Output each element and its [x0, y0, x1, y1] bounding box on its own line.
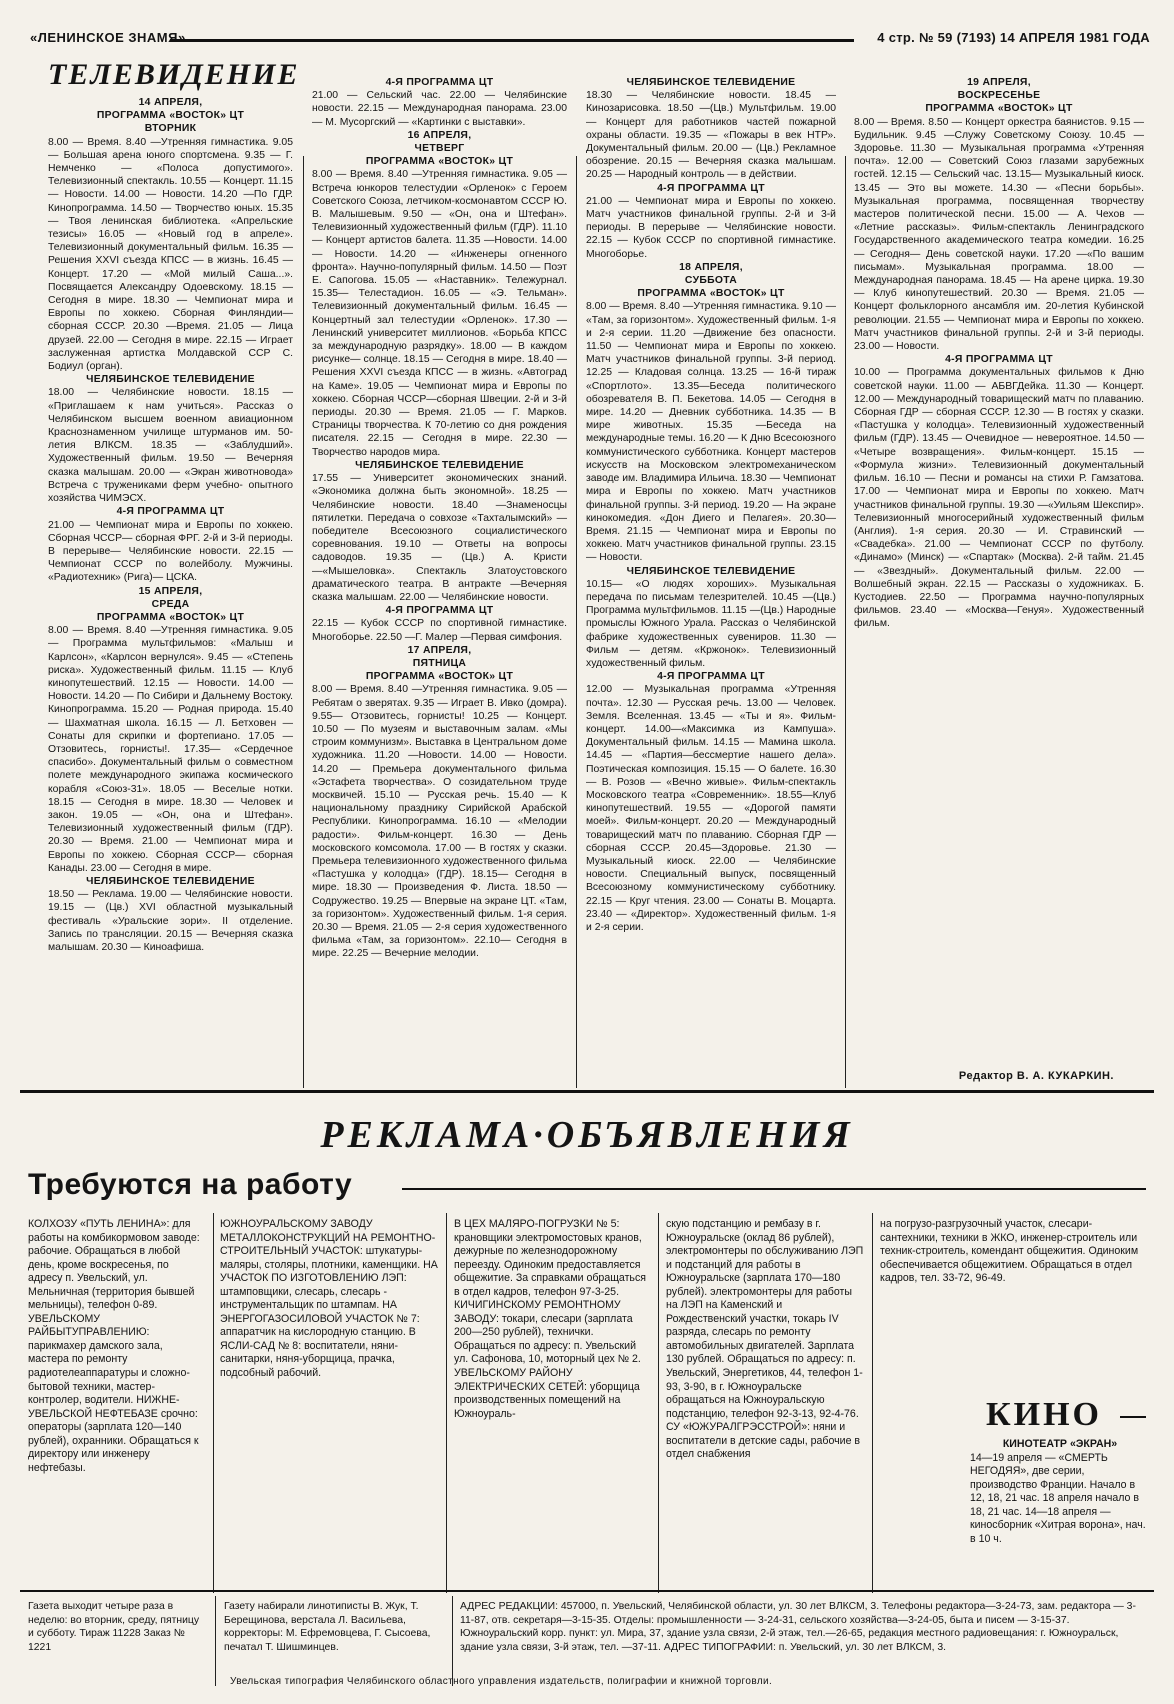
tv-column-2 — [312, 76, 567, 1068]
column-divider — [213, 1213, 214, 1593]
masthead — [20, 30, 1154, 52]
ad-column-2: ЮЖНОУРАЛЬСКОМУ ЗАВОДУ МЕТАЛЛОКОНСТРУКЦИЙ НА РЕМОНТНО-СТРОИТЕЛЬНЫЙ УЧАСТОК: штукатуры-маляры, столяры, плотники, каменщики. НА УЧАСТОК ПО ИЗГОТОВЛЕНИЮ ЛЭП: штамповщики, слесарь, слесарь - инструментальщик по штампам. НА ЭНЕРГОГАЗОСИЛОВОЙ УЧАСТОК № 7: аппаратчик на кислородную станцию. В ЯСЛИ-САД № 8: воспитатели, няни-санитарки, няня-уборщица, прачка, подсобный рабочий. — [220, 1218, 438, 1380]
footer-address: АДРЕС РЕДАКЦИИ: 457000, п. Увельский, Челябинской области, ул. 30 лет ВЛКСМ, 3. Телефоны редактора—3-24-73, зам. редактора — 3-11-87, отв. секретаря—3-15-35. Отделы: промышленности — 3-24-31, сельского хозяйства—3-24-05, быта и писем — 3-15-37. Южноуральский корр. пункт: ул. Мира, 37, здание узла связи, 2-й этаж, тел.—26-65, редакция местного радиовещания: г. Южноуральск, здание узла связи, 3-й этаж, тел. —37-11. АДРЕС ТИПОГРАФИИ: п. Увельский, ул. 30 лет ВЛКСМ, 3. — [460, 1601, 1136, 1653]
kino-listing — [970, 1438, 1150, 1546]
jobs-heading: Требуются на работу — [28, 1168, 353, 1201]
jobs-heading-rule — [402, 1188, 1146, 1190]
column-divider — [872, 1213, 873, 1593]
column-divider — [215, 1596, 216, 1686]
section-divider — [20, 1090, 1154, 1093]
schedule-text: 18.00 — Челябинские новости. 18.15 — «Приглашаем к нам учиться». Рассказ о Челябинском высшем военном авиационном Краснознаменном училище штурманов им. 50-летия ВЛКСМ. 18.35 — «Заблудший». Художественный фильм. 19.50 — Вечерняя сказка малышам. 20.00 — «Экран животновода» Встреча с тружениками ферм учебно- опытного хозяйства ЧИМЭСХ. — [48, 387, 293, 505]
ad-column-5: на погрузо-разгрузочный участок, слесари-сантехники, техники в ЖКО, инженер-строитель или техник-строитель, комендант общежития. Одиноким обеспечивается общежитием. Обращаться в отдел кадров, тел. 33-72, 96-49. — [880, 1218, 1139, 1285]
column-divider — [845, 156, 846, 1088]
kino-theater: КИНОТЕАТР «ЭКРАН» — [1002, 1438, 1118, 1450]
schedule-heading: 15 АПРЕЛЯ, — [138, 585, 203, 597]
tv-column-4 — [854, 76, 1144, 1068]
schedule-heading: ВОСКРЕСЕНЬЕ — [957, 90, 1041, 102]
schedule-text: 10.00 — Программа документальных фильмов к Дню советской науки. 11.00 — АБВГДейка. 11.30 — Концерт. 12.00 — Международный товарищеский матч по плаванию. Сборная ГДР — сборная СССР. 12.30 — В гостях у сказки. «Пастушка у колодца». Телевизионный художественный фильм (ГДР). 13.45 — Очевидное — невероятное. 14.50 — «Четыре возвращения». Фильм-концерт. 15.15 — «Формула жизни». Телевизионный документальный фильм. 16.10 — Песни и романсы на стихи Р. Гамзатова. 17.00 — Чемпионат мира и Европы по хоккею. Матч участников финальной группы. 19.30 —«Уильям Шекспир». Телевизионный многосерийный художественный фильм (Англия). 1-я серия. 20.30 — И. Стравинский — «Свадебка». 21.00 — Чемпионат СССР по футболу. «Динамо» (Минск) — «Спартак» (Москва). 2-й тайм. 21.45— «Звездный». Документальный фильм. 22.00 — Волшебный экран. 22.15 — Рассказы о художниках. Б. Кустодиев. 22.50 — Программа научно-популярных фильмов. 23.40 — «Москва—Генуя». Художественный фильм. — [854, 367, 1144, 630]
schedule-heading: ПРОГРАММА «ВОСТОК» ЦТ — [365, 156, 514, 168]
schedule-text: 18.50 — Реклама. 19.00 — Челябинские новости. 19.15 — (Цв.) XVI областной музыкальный фестиваль «Уральские зори». II отделение. Запись по трансляции. 20.15 — Вечерняя сказка малышам. 20.30 — Киноафиша. — [48, 889, 293, 953]
schedule-heading: ЧЕЛЯБИНСКОЕ ТЕЛЕВИДЕНИЕ — [86, 875, 255, 887]
schedule-text: 21.00 — Чемпионат мира и Европы по хоккею. Сборная ЧССР— сборная ФРГ. 2-й и 3-й периоды. В перерыве— Челябинские новости. 22.15 — Чемпионат СССР по волейболу. Мужчины. «Радиотехник» (Рига)— ЦСКА. — [48, 519, 293, 584]
footer-typesetters: Газету набирали линотиписты В. Жук, Т. Берещинова, верстала Л. Васильева, корректоры: М. Ефремовцева, Г. Сысоева, печатал Т. Шишминцев. — [224, 1601, 431, 1653]
column-divider — [446, 1213, 447, 1593]
schedule-heading: ЧЕЛЯБИНСКОЕ ТЕЛЕВИДЕНИЕ — [86, 374, 255, 386]
tv-section-title: ТЕЛЕВИДЕНИЕ — [48, 58, 300, 91]
schedule-text: 8.00 — Время. 8.40 —Утренняя гимнастика. 9.05 — Ребятам о зверятах. 9.35 — Играет В. Ивко (домра). 9.55— Отзовитесь, горнисты! 10.25 — Концерт. 10.50 — По музеям и выставочным залам. «Мы строим коммунизм». Выставка в Центральном доме художника. 11.20 —Новости. 14.00 — Новости. 14.20 — Премьера документального фильма «Эстафета творчества». О созидательном труде москвичей. 15.10 — Русская речь. 15.40 — К национальному празднику Сирийской Арабской Республики. Кинопрограмма. 16.10 — «Мелодии радости». Фильм-концерт. 16.30 — День московского комсомола. 17.00 — В гостях у сказки. Премьера телевизионного художественного фильма «Пастушка у колодца» (ГДР). 18.15— Сегодня в мире. 18.30 — Произведения Ф. Листа. 18.50 — Содружество. 19.25 — Впервые на экране ЦТ. «Там, за горизонтом». Художественный фильм. 1-я серия. 20.30 — Время. 21.05 — 2-я серия художественного фильма «Там, за горизонтом». 22.10— Сегодня в мире. 22.25 — Вечерние мелодии. — [312, 684, 567, 960]
column-divider — [303, 156, 304, 1088]
schedule-text: 22.15 — Кубок СССР по спортивной гимнастике. Многоборье. 22.50 —Г. Малер —Первая симфония. — [312, 618, 567, 643]
schedule-heading: 4-Я ПРОГРАММА ЦТ — [945, 354, 1053, 366]
schedule-text: 8.00 — Время. 8.40 —Утренняя гимнастика. 9.05— Большая арена юного спортсмена. 9.35 — Г. Немченко — «Полоса допустимого». Телевизионный спектакль. 10.55 — Концерт. 11.15 — Новости. 14.00 — Новости. 14.20 —По ГДР. Кинопрограмма. 14.50 — Творчество юных. 15.35 — Твоя ленинская библиотека. «Апрельские тезисы» 16.05 — «Новый год в апреле». Телевизионный документальный фильм. 16.35 — Решения XXVI съезда КПСС — в жизнь. 16.45 — Концерт. 17.20 — «Мой милый Саша...». Посвящается Александру Одоевскому. 18.15 — Сегодня в мире. 18.30 — Чемпионат мира и Европы по хоккею. Сборная Финляндии— сборная СССР. 20.30 —Время. 21.05 — Лица друзей. 22.00 — Сегодня в мире. 22.15 — Играет заслуженная артистка Молдавской ССР С. Бодиул (орган). — [48, 136, 293, 373]
schedule-heading: ВТОРНИК — [144, 123, 197, 135]
schedule-heading: СУББОТА — [684, 275, 738, 287]
schedule-heading: ЧЕЛЯБИНСКОЕ ТЕЛЕВИДЕНИЕ — [626, 565, 796, 577]
footer-divider — [20, 1590, 1154, 1592]
schedule-heading: ЧЕЛЯБИНСКОЕ ТЕЛЕВИДЕНИЕ — [626, 77, 796, 88]
schedule-heading: ПРОГРАММА «ВОСТОК» ЦТ — [925, 103, 1073, 115]
ad-column-3: В ЦЕХ МАЛЯРО-ПОГРУЗКИ № 5: крановщики электромостовых кранов, дежурные по железнодорожному переезду. Одиноким предоставляется общежитие. За справками обращаться в отдел кадров, телефон 97-3-25. КИЧИГИНСКОМУ РЕМОНТНОМУ ЗАВОДУ: токари, слесари (зарплата 200—250 рублей), технички. Обращаться по адресу: п. Увельский ул. Сафонова, 10, моторный цех № 2. УВЕЛЬСКОМУ РАЙОНУ ЭЛЕКТРИЧЕСКИХ СЕТЕЙ: уборщица производственных помещений на Южноураль- — [454, 1218, 646, 1420]
ad-column-1: КОЛХОЗУ «ПУТЬ ЛЕНИНА»: для работы на комбикормовом заводе: рабочие. Обращаться в любой день, кроме воскресенья, по адресу п. Увельский, ул. Мельничная (территория бывшей мельницы), телефон 0-89. УВЕЛЬСКОМУ РАЙБЫТУПРАВЛЕНИЮ: парикмахер дамского зала, мастера по ремонту радиотелеаппаратуры и сложно-бытовой техники, мастер-контролер, водители. НИЖНЕ-УВЕЛЬСКОЙ НЕФТЕБАЗЕ срочно: операторы (зарплата 120—140 рублей), охранники. Обращаться к директору или инженеру нефтебазы. — [28, 1218, 200, 1474]
schedule-text: 8.00 — Время. 8.40 —Утренняя гимнастика. 9.10 — «Там, за горизонтом». Художественный фильм. 1-я и 2-я серии. 11.20 —Движение без опасности. 11.50 — Чемпионат мира и Европы по хоккею. Матч участников финальной группы. 3-й период. 12.25 — Кладовая солнца. 13.25 — 16-й тираж «Спортлото». 13.35—Беседа политического обозревателя В. П. Бекетова. 14.05 — Сегодня в мире. 14.20 — Дневник субботника. 14.35 — В мире животных. 15.35 —Беседа на международные темы. 16.20 — К Дню Всесоюзного коммунистического субботника. Концерт мастеров искусств на Московском электромеханическом заводе им. Владимира Ильича. 18.30 — Чемпионат мира и Европы по хоккею. Матч участников финальной группы. 3-й период. 19.20 — На экране кинокомедия. «Дон Диего и Пелагея». 20.30—Время. 21.15 — Чемпионат мира и Европы по хоккею. Матч участников финальной группы. 23.15 — Новости. — [586, 301, 836, 564]
schedule-text: 18.30 — Челябинские новости. 18.45 — Кинозарисовка. 18.50 —(Цв.) Мультфильм. 19.00 — Концерт для работников частей пожарной охраны области. 19.35 — «Пожары в век НТР». Документальный фильм. 20.00 — (Цв.) Рекламное обозрение. 20.15 — Вечерняя сказка малышам. 20.25 — Народный контроль — в действии. — [586, 90, 836, 181]
schedule-heading: ЧЕТВЕРГ — [414, 143, 465, 155]
kino-heading: КИНО — [986, 1396, 1102, 1433]
schedule-heading: 14 АПРЕЛЯ, — [138, 97, 203, 108]
schedule-text: 21.00 — Сельский час. 22.00 — Челябинские новости. 22.15 — Международная панорама. 23.00 — М. Мусоргский — «Картинки с выставки». — [312, 90, 567, 128]
schedule-heading: 18 АПРЕЛЯ, — [679, 261, 743, 273]
newspaper-name: «ЛЕНИНСКОЕ ЗНАМЯ» — [30, 30, 186, 45]
column-divider — [576, 156, 577, 1088]
schedule-heading: ПРОГРАММА «ВОСТОК» ЦТ — [637, 288, 785, 300]
schedule-heading: ПЯТНИЦА — [412, 657, 467, 669]
schedule-heading: 4-Я ПРОГРАММА ЦТ — [116, 506, 225, 518]
footer-printer: Увельская типография Челябинского областного управления издательств, полиграфии и книжной торговли. — [230, 1676, 773, 1687]
tv-schedule — [20, 77, 1154, 1096]
schedule-heading: СРЕДА — [151, 598, 190, 610]
schedule-text: 12.00 — Музыкальная программа «Утренняя почта». 12.30 — Русская речь. 13.00 — Человек. Земля. Вселенная. 13.45 — «Ты и я». Фильм-концерт. 14.00—«Максимка из Кампуша». Документальный фильм. 14.15 — Мамина школа. 14.45 — «Партия—бессмертие нашего дела». Поэтическая композиция. 15.15 — О балете. 16.30— В. Розов — «Вечно живые». Фильм-спектакль Московского театра «Современник». 18.55—Клуб кинопутешествий. 19.55 — «Дорогой памяти моей». Фильм-концерт. 20.20 — Международный товарищеский матч по плаванию. Сборная ГДР — сборная СССР. 20.45—Здоровье. 21.30 — Музыкальный киоск. 22.00 — Челябинские новости. Специальный выпуск, посвященный Всесоюзному коммунистическому субботнику. 22.15 — Круг чтения. 23.00 — Сонаты В. Моцарта. 23.40 — «Директор». Художественный фильм. 1-я и 2-я серии. — [586, 684, 836, 933]
schedule-heading: ЧЕЛЯБИНСКОЕ ТЕЛЕВИДЕНИЕ — [355, 459, 524, 471]
newspaper-page — [20, 18, 1154, 1690]
schedule-heading: 17 АПРЕЛЯ, — [407, 644, 472, 656]
editor-signature: Редактор В. А. КУКАРКИН. — [958, 1070, 1114, 1082]
ad-column-4: скую подстанцию и рембазу в г. Южноуральске (оклад 86 рублей), электромонтеры по обслуживанию ЛЭП и подстанций для работы в Южноуральске (зарплата 170—180 рублей). электромонтеры для работы на ЛЭП на Каменский и Рождественский участки, токарь IV разряда, слесарь по ремонту автомобильных двигателей. Зарплата 130 рублей. Обращаться по адресу: п. Увельский, Энергетиков, 44, телефон 1-93, 3-90, в г. Южноуральске обращаться на Южноуральскую подстанцию, телефон 92-3-13, 92-4-76. СУ «ЮЖУРАЛГРЭССТРОЙ»: няни и воспитатели в детские сады, рабочие в отдел снабжения — [666, 1218, 864, 1461]
schedule-heading: 4-Я ПРОГРАММА ЦТ — [657, 182, 765, 194]
schedule-heading: 4-Я ПРОГРАММА ЦТ — [385, 605, 494, 617]
tv-column-3 — [586, 76, 836, 1068]
schedule-heading: 4-Я ПРОГРАММА ЦТ — [657, 671, 765, 683]
schedule-text: 8.00 — Время. 8.40 —Утренняя гимнастика. 9.05 — Встреча юнкоров телестудии «Орленок» с Героем Советского Союза, летчиком-космонавтом СССР Ю. В. Малышевым. 9.50 — «Он, она и Штефан». Телевизионный художественный фильм (ГДР). 11.10 — Концерт артистов балета. 11.35 —Новости. 14.00 — Новости. 14.20 — «Инженеры огненного фронта». Научно-популярный фильм. 14.50 — Поэт Е. Сапогова. 15.05 — «Наставник». Тележурнал. 15.35— Телестадион. 16.05 — «Э. Тельман». Телевизионный документальный фильм. 16.45 — Концертный зал телестудии «Орленок». 17.30 —Ленинский университет миллионов. «Борьба КПСС за международную разрядку». 18.00 — В каждом рисунке— солнце. 18.15 — Сегодня в мире. 18.40 — Решения XXVI съезда КПСС — в жизнь. «Автоград на Каме». 19.05 — Чемпионат мира и Европы по хоккею. Сборная ЧССР—сборная Швеции. 2-й и 3-й периоды. 20.30 — Время. 21.05 — Г. Марков. Страницы творчества. К 70-летию со дня рождения писателя. 22.15 — Сегодня в мире. 22.30 — Творчество народов мира. — [312, 169, 567, 458]
schedule-text: 8.00 — Время. 8.50 — Концерт оркестра баянистов. 9.15 — Будильник. 9.45 —Служу Советскому Союзу. 10.45 — Здоровье. 11.30 — Музыкальная программа «Утренняя почта». 12.00 — Советский Союз глазами зарубежных гостей. 12.15 — Сельский час. 13.15— Музыкальный киоск. 13.45 — Это вы можете. 14.30 — «Песни борьбы». Музыкальная программа, посвященная творчеству мастеров политической песни. 15.00 — А. Чехов — «Летние рассказы». Фильм-спектакль Ленинградского Государственного академического театра комедии. 16.25 — Сегодня— День советской науки. 17.20 —«По вашим письмам». Музыкальная программа. 18.00 — Международная панорама. 18.45 — На арене цирка. 19.30 — Клуб кинопутешествий. 20.30 — Время. 21.05 — Концерт фольклорного ансамбля им. 20-летия Кубинской революции. 21.55 — Чемпионат мира и Европы по хоккею. Матч участников финальной группы. 2-й и 3-й периоды. 23.00 — Новости. — [854, 116, 1144, 353]
schedule-heading: ПРОГРАММА «ВОСТОК» ЦТ — [96, 611, 245, 623]
schedule-heading: ПРОГРАММА «ВОСТОК» ЦТ — [365, 671, 514, 683]
schedule-heading: 4-Я ПРОГРАММА ЦТ — [385, 77, 494, 88]
footer-publication-info: Газета выходит четыре раза в неделю: во вторник, среду, пятницу и субботу. Тираж 11228 Заказ № 1221 — [28, 1601, 200, 1653]
schedule-heading: 16 АПРЕЛЯ, — [407, 129, 472, 141]
tv-column-1 — [48, 96, 293, 1088]
issue-info: 4 стр. № 59 (7193) 14 АПРЕЛЯ 1981 ГОДА — [877, 30, 1150, 45]
column-divider — [452, 1596, 453, 1686]
masthead-rule — [170, 39, 854, 42]
kino-schedule: 14—19 апреля — «СМЕРТЬ НЕГОДЯЯ», две серии, производство Франции. Начало в 12, 18, 21 час. 18 апреля начало в 18, 21 час. 14—18 апреля —киносборник «Хитрая ворона», нач. в 10 ч. — [970, 1451, 1146, 1545]
schedule-text: 10.15— «О людях хороших». Музыкальная передача по письмам телезрителей. 10.45 —(Цв.) Программа мультфильмов. 11.15 —(Цв.) Народные промыслы Южного Урала. Рассказ о Челябинской фабрике художественных сувениров. 11.30 — Фильм — детям. «Кржонок». Телевизионный художественный фильм. — [586, 578, 836, 669]
schedule-text: 21.00 — Чемпионат мира и Европы по хоккею. Матч участников финальной группы. 2-й и 3-й периоды. В перерыве — Челябинские новости. 22.15 — Кубок СССР по спортивной гимнастике. Многоборье. — [586, 195, 836, 260]
kino-rule — [1120, 1416, 1146, 1418]
column-divider — [658, 1213, 659, 1593]
schedule-text: 17.55 — Университет экономических знаний. «Экономика должна быть экономной». 18.25 — Челябинские новости. 18.40 —Знаменосцы пятилетки. Передача о совхозе «Тахталымский» — победителе Всесоюзного социалистического соревнования. 19.10 — Ответы на вопросы садоводов. 19.35 — (Цв.) А. Кристи —«Мышеловка». Спектакль Златоустовского драматического театра. В антракте —Вечерняя сказка малышам. 22.00 — Челябинские новости. — [312, 473, 567, 603]
schedule-text: 8.00 — Время. 8.40 —Утренняя гимнастика. 9.05 — Программа мультфильмов: «Малыш и Карлсон», «Карлсон вернулся». 9.45 — «Степень риска». Художественный фильм. 11.15 — Клуб кинопутешествий. 12.15 — Новости. 14.00 — Новости. 14.20 — По Сибири и Дальнему Востоку. Кинопрограмма. 15.20 — Родная природа. 15.40 — Шахматная школа. 16.15 — Л. Бетховен — Сонаты для скрипки и фортепиано. 17.05 —Отзовитесь, горнисты!. 17.35— «Сердечное спасибо». Документальный фильм о совместном полете международного экипажа космического корабля «Союз-31». 18.05 — Веселые нотки. 18.15 — Сегодня в мире. 18.30 — Человек и закон. 19.05 — «Он, она и Штефан». Телевизионный художественный фильм (ГДР). 20.30 — Время. 21.00 — Чемпионат мира и Европы по хоккею. Сборная СССР— сборная Канады. 23.00 — Сегодня в мире. — [48, 625, 293, 874]
schedule-heading: ПРОГРАММА «ВОСТОК» ЦТ — [96, 110, 245, 122]
schedule-heading: 19 АПРЕЛЯ, — [967, 77, 1031, 88]
advertising-title: РЕКЛАМА·ОБЪЯВЛЕНИЯ — [320, 1114, 854, 1156]
